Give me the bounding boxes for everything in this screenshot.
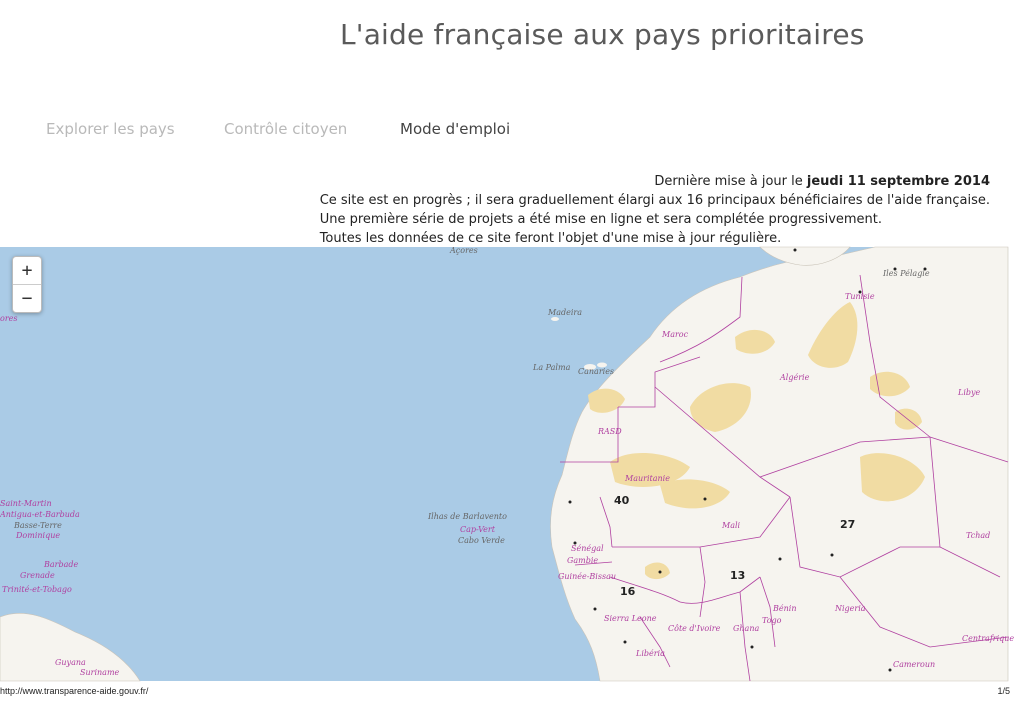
label-suriname: Suriname [80,668,120,677]
label-tunisie: Tunisie [845,292,875,301]
label-barbade: Barbade [44,560,79,569]
city-dot [594,608,597,611]
map-view[interactable] [0,246,1015,681]
label-algerie: Algérie [780,373,810,382]
label-grenade: Grenade [20,571,55,580]
label-cote-divoire: Côte d'Ivoire [668,624,721,633]
cluster-count[interactable]: 27 [840,518,856,531]
label-antigua: Antigua-et-Barbuda [0,510,80,519]
label-centrafrique: Centrafrique [962,634,1015,643]
nav-mode-emploi[interactable]: Mode d'emploi [400,120,511,138]
label-togo: Togo [762,616,782,625]
label-senegal: Sénégal [571,544,604,553]
label-mali: Mali [722,521,741,530]
city-dot [831,554,834,557]
label-tchad: Tchad [966,531,991,540]
update-date: jeudi 11 septembre 2014 [806,174,990,189]
city-dot [569,501,572,504]
label-cabo-verde: Cabo Verde [458,536,505,545]
city-dot [659,571,662,574]
label-basse-terre: Basse-Terre [14,521,62,530]
label-madeira: Madeira [548,308,582,317]
city-dot [704,498,707,501]
city-dot [624,641,627,644]
notice-lines [320,191,990,248]
page-title: L'aide française aux pays prioritaires [340,18,865,51]
city-dot [751,646,754,649]
notice-line-2: Une première série de projets a été mise en ligne et sera complétée progressivement. [319,212,883,227]
notice-line-3: Toutes les données de ce site feront l'objet d'une mise à jour régulière. [319,231,782,246]
footer-url: http://www.transparence-aide.gouv.fr/ [0,686,149,696]
label-libye: Libye [958,388,981,397]
cluster-count[interactable]: 16 [620,585,636,598]
label-gambie: Gambie [567,556,599,565]
label-acores: Açores [450,246,478,255]
city-dot [794,249,797,252]
label-nigeria: Nigeria [835,604,866,613]
nav-controle-citoyen[interactable]: Contrôle citoyen [224,120,348,138]
label-rasd: RASD [598,427,622,436]
map-canvas[interactable] [0,246,1015,681]
label-ilhas-barlavento: Ilhas de Barlavento [428,512,507,521]
notice-line-1: Ce site est en progrès ; il sera graduellement élargi aux 16 principaux bénéficiaires de l'aide française. [319,193,990,208]
city-dot [889,669,892,672]
label-mauritanie: Mauritanie [625,474,670,483]
zoom-in-button[interactable]: + [21,260,33,281]
cluster-count[interactable]: 40 [614,494,630,507]
label-maroc: Maroc [662,330,689,339]
label-cap-vert: Cap-Vert [460,525,495,534]
city-dot [779,558,782,561]
label-benin: Bénin [773,604,797,613]
label-cameroun: Cameroun [893,660,936,669]
madeira-island [551,317,559,321]
update-line [320,172,990,191]
label-trinite: Trinité-et-Tobago [2,585,72,594]
label-liberia: Libéria [636,649,665,658]
update-prefix: Dernière mise à jour le [654,174,807,189]
label-edge: ores [0,314,18,323]
label-dominique: Dominique [16,531,61,540]
label-sierra-leone: Sierra Leone [604,614,657,623]
label-guinee-bissau: Guinée-Bissau [558,572,616,581]
update-notice [320,172,990,248]
zoom-out-button[interactable]: − [13,284,41,312]
nav-explorer-pays[interactable]: Explorer les pays [46,120,175,138]
zoom-control [12,256,42,313]
label-ghana: Ghana [733,624,760,633]
label-saint-martin: Saint-Martin [0,499,52,508]
label-iles-pelagie: Iles Pélagie [883,269,930,278]
footer-page-number: 1/5 [997,686,1010,696]
label-canaries: Canaries [578,367,615,376]
cluster-count[interactable]: 13 [730,569,746,582]
label-la-palma: La Palma [533,363,571,372]
label-guyana: Guyana [55,658,86,667]
